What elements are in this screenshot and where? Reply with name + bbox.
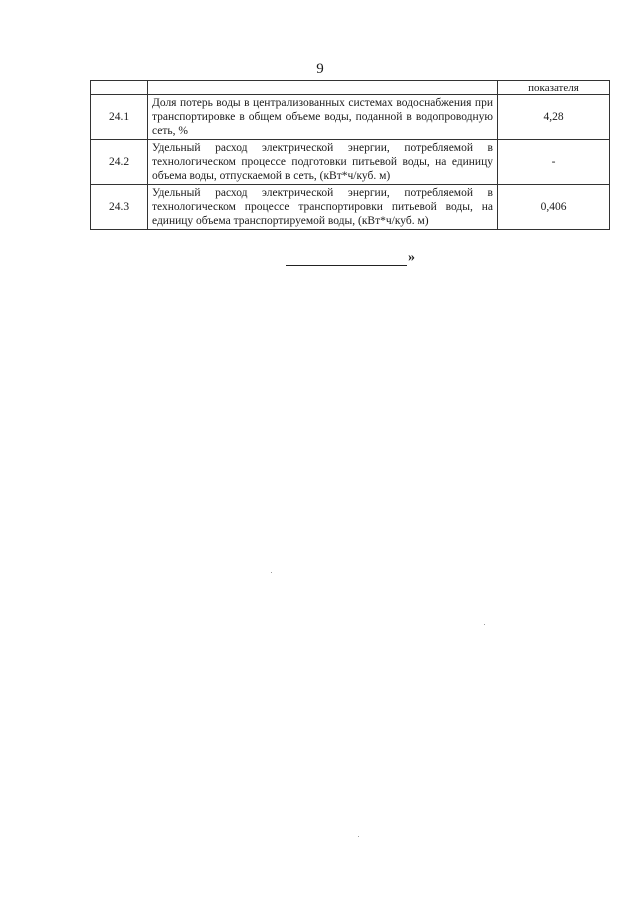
- row-value: 0,406: [498, 185, 610, 230]
- row-description: Удельный расход электрической энергии, потребляемой в технологическом процессе подготовки питьевой воды, на единицу объема воды, отпускаемой в сеть, (кВт*ч/куб. м): [148, 140, 498, 185]
- row-number: 24.1: [91, 95, 148, 140]
- row-number: 24.3: [91, 185, 148, 230]
- indicators-table: [90, 80, 610, 230]
- header-num-cell: [91, 81, 148, 95]
- scan-speck: [271, 572, 272, 573]
- page-number: 9: [316, 61, 324, 77]
- closing-mark: [286, 250, 415, 266]
- scan-speck: [484, 624, 485, 625]
- row-value: 4,28: [498, 95, 610, 140]
- header-value-cell: показателя: [498, 81, 610, 95]
- row-description: Доля потерь воды в централизованных системах водоснабжения при транспортировке в общем объеме воды, поданной в водопроводную сеть, %: [148, 95, 498, 140]
- row-description: Удельный расход электрической энергии, потребляемой в технологическом процессе транспортировки питьевой воды, на единицу объема транспортируемой воды, (кВт*ч/куб. м): [148, 185, 498, 230]
- table-header-row: [91, 81, 610, 95]
- row-value: -: [498, 140, 610, 185]
- table-row: [91, 185, 610, 230]
- closing-quote: »: [408, 250, 415, 265]
- signature-line: [286, 253, 407, 266]
- row-number: 24.2: [91, 140, 148, 185]
- header-description-cell: [148, 81, 498, 95]
- scan-speck: [358, 836, 359, 837]
- table-row: [91, 140, 610, 185]
- table-row: [91, 95, 610, 140]
